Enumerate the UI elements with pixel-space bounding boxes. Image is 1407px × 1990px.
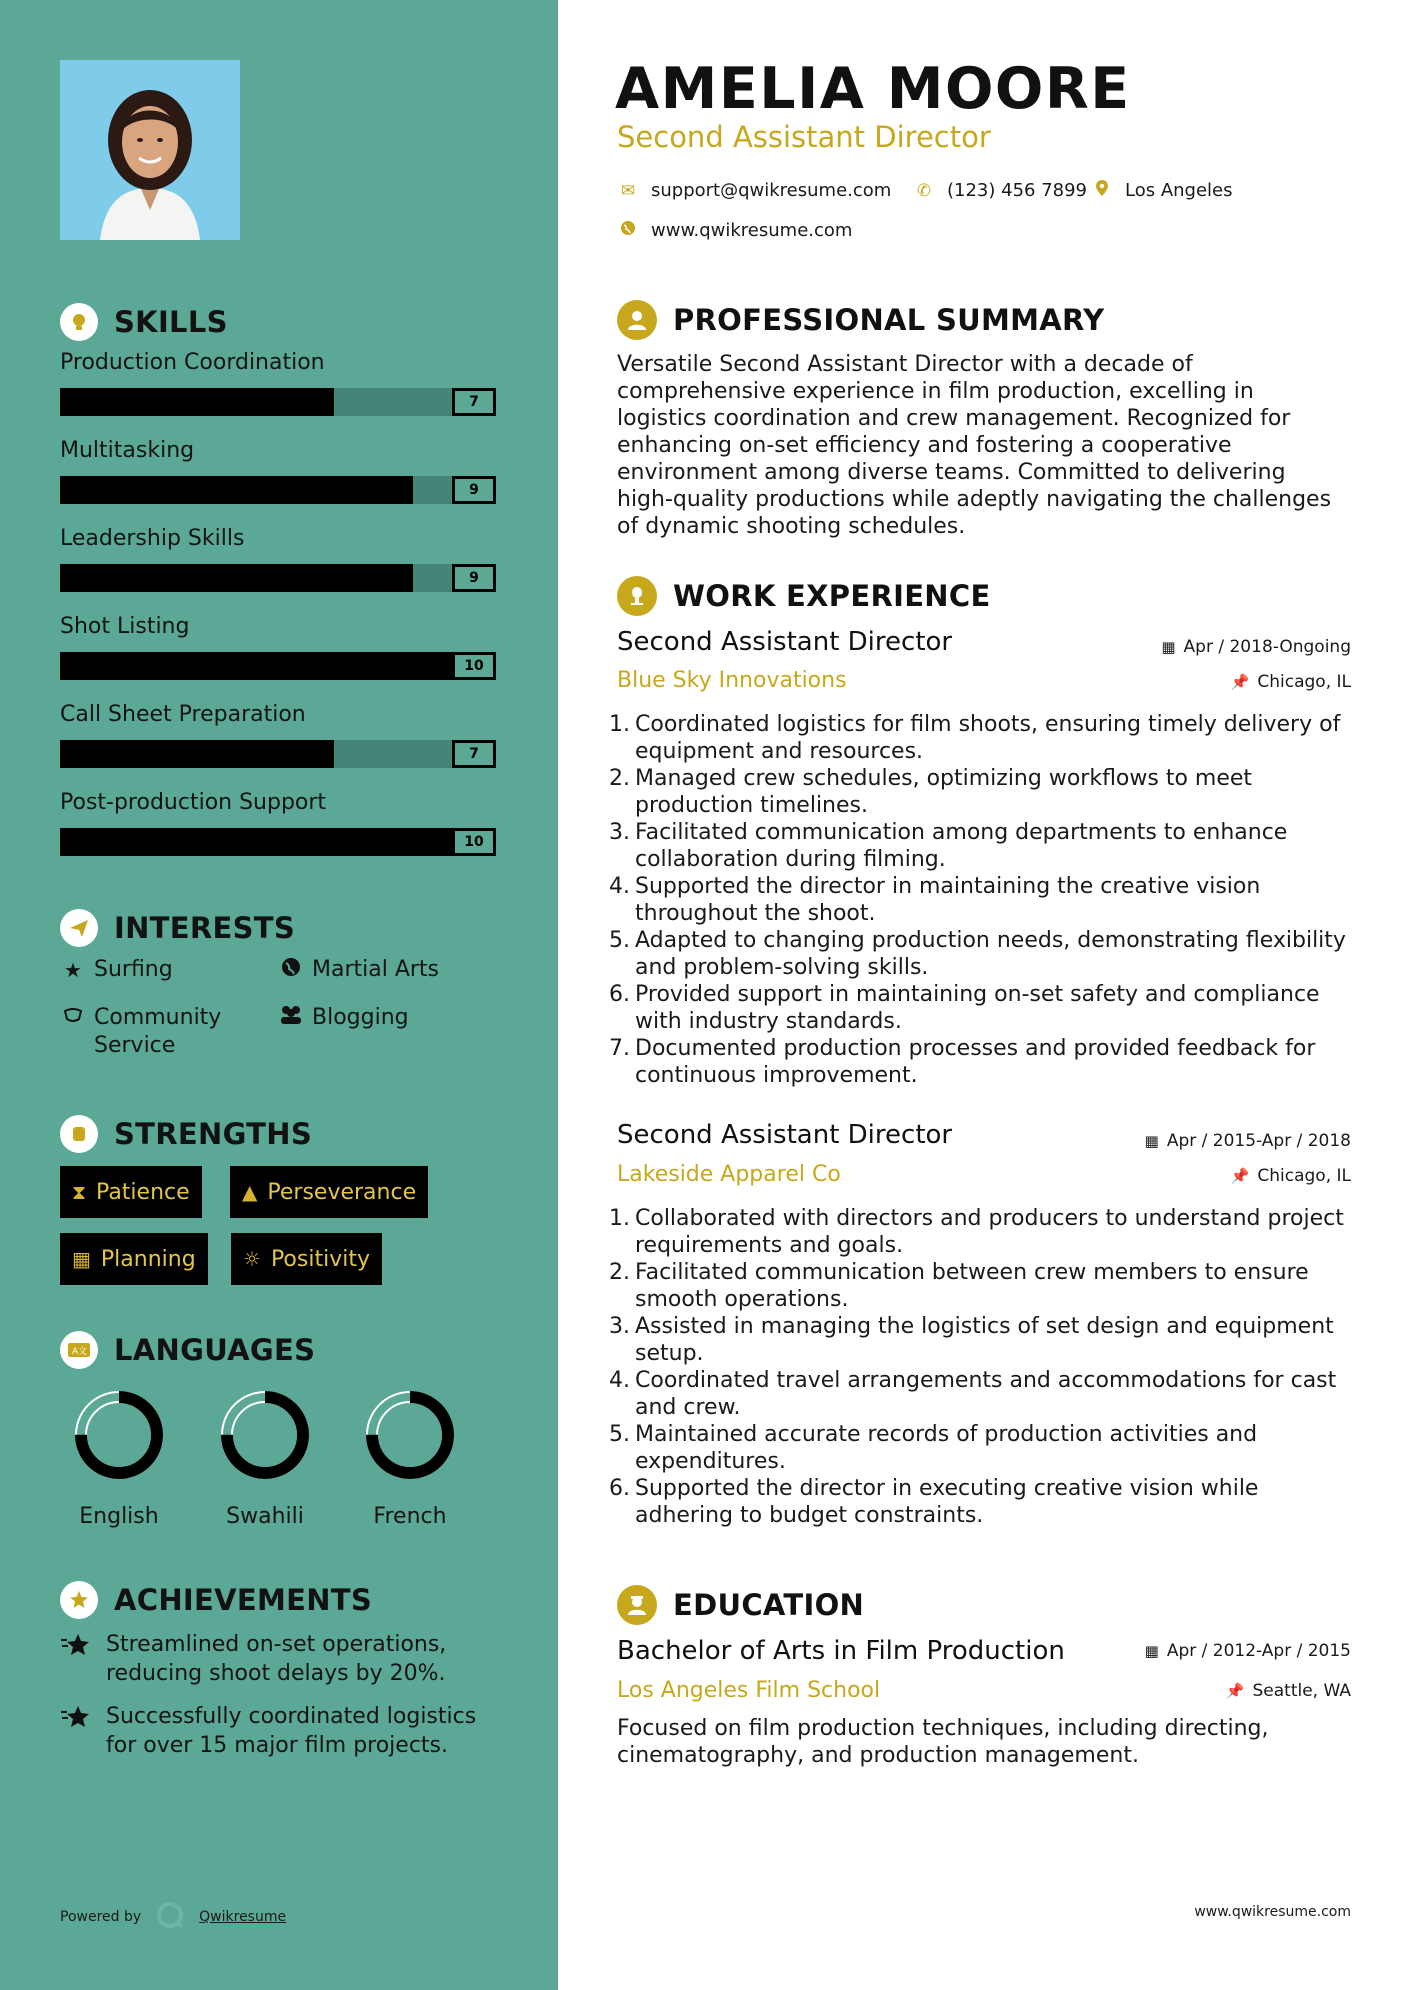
language-ring bbox=[72, 1388, 166, 1482]
skill-name: Multitasking bbox=[60, 438, 195, 463]
phone-text[interactable]: (123) 456 7899 bbox=[947, 180, 1088, 201]
graduate-icon bbox=[617, 1585, 657, 1625]
job-dates-text: Apr / 2018-Ongoing bbox=[1183, 637, 1351, 657]
skill-item bbox=[60, 436, 500, 524]
handshake-icon bbox=[60, 1004, 86, 1032]
interests-header bbox=[60, 906, 500, 950]
job-dates bbox=[1161, 637, 1351, 657]
job-bullet: Supported the director in maintaining the creative vision throughout the shoot. bbox=[635, 874, 1261, 926]
job-bullets bbox=[617, 1205, 1357, 1529]
hourglass-icon: ⧗ bbox=[72, 1180, 87, 1204]
skill-level-badge: 10 bbox=[452, 652, 496, 680]
job-bullet: Coordinated travel arrangements and accommodations for cast and crew. bbox=[635, 1368, 1337, 1420]
achievement-text: Streamlined on-set operations, reducing shoot delays by 20%. bbox=[106, 1632, 447, 1686]
education-dates bbox=[1145, 1641, 1351, 1661]
language-name: French bbox=[373, 1504, 447, 1529]
languages-title: LANGUAGES bbox=[114, 1333, 316, 1367]
language-ring bbox=[363, 1388, 457, 1482]
location-text: Los Angeles bbox=[1125, 180, 1233, 201]
trophy-star-icon bbox=[60, 1581, 98, 1619]
qwikresume-link[interactable]: Qwikresume bbox=[199, 1909, 287, 1925]
phone-icon: ✆ bbox=[916, 180, 932, 201]
language-item bbox=[355, 1388, 465, 1529]
education-dates-text: Apr / 2012-Apr / 2015 bbox=[1166, 1641, 1351, 1661]
skill-level-badge: 7 bbox=[452, 740, 496, 768]
profile-photo bbox=[60, 60, 240, 240]
degree-title: Bachelor of Arts in Film Production bbox=[617, 1636, 1065, 1666]
skill-item bbox=[60, 348, 500, 436]
sidebar bbox=[0, 0, 558, 1990]
contact-location bbox=[1091, 180, 1233, 201]
contact-website bbox=[617, 220, 852, 241]
calendar-icon: ▦ bbox=[1144, 1132, 1159, 1150]
skill-fill bbox=[60, 652, 452, 680]
interest-label: Blogging bbox=[312, 1005, 409, 1030]
skill-fill bbox=[60, 388, 334, 416]
powered-by-label: Powered by bbox=[60, 1909, 142, 1925]
company-name: Lakeside Apparel Co bbox=[617, 1162, 841, 1187]
job-location-text: Chicago, IL bbox=[1257, 1166, 1351, 1186]
skill-bar bbox=[60, 564, 496, 592]
candidate-name: AMELIA MOORE bbox=[615, 56, 1131, 122]
skill-bar bbox=[60, 740, 496, 768]
company-name: Blue Sky Innovations bbox=[617, 668, 847, 693]
strength-chip bbox=[231, 1233, 382, 1285]
main-content bbox=[558, 0, 1407, 1990]
pushpin-icon: 📌 bbox=[1225, 1682, 1245, 1700]
strength-label: Patience bbox=[96, 1179, 190, 1205]
language-name: English bbox=[79, 1504, 159, 1529]
star-burst-icon bbox=[60, 1704, 94, 1760]
translate-icon bbox=[60, 1331, 98, 1369]
education-header bbox=[617, 1585, 864, 1625]
job-bullet: Coordinated logistics for film shoots, ensuring timely delivery of equipment and resources. bbox=[635, 712, 1341, 764]
job-location bbox=[1231, 1166, 1351, 1186]
achievement-text: Successfully coordinated logistics for over 15 major film projects. bbox=[106, 1704, 477, 1758]
interest-item bbox=[60, 1004, 260, 1060]
job-bullet: Managed crew schedules, optimizing workflows to meet production timelines. bbox=[635, 766, 1253, 818]
summary-text: Versatile Second Assistant Director with a decade of comprehensive experience in film production, excelling in logistics coordination and crew management. Recognized for enhancing on-set efficiency and fostering a cooperative environment among diverse teams. Committed to delivering high-quality productions while adeptly navigating the challenges of dynamic shooting schedules. bbox=[617, 352, 1332, 539]
job-bullet: Documented production processes and provided feedback for continuous improvement. bbox=[635, 1036, 1316, 1088]
pushpin-icon: 📌 bbox=[1230, 1167, 1250, 1185]
job-bullet: Facilitated communication between crew members to ensure smooth operations. bbox=[635, 1260, 1309, 1312]
strength-chip bbox=[60, 1233, 208, 1285]
job-location bbox=[1231, 672, 1351, 692]
strengths-section bbox=[60, 1112, 500, 1292]
contact-phone bbox=[913, 180, 1087, 201]
summary-header bbox=[617, 300, 1104, 340]
skill-item bbox=[60, 612, 500, 700]
job-dates-text: Apr / 2015-Apr / 2018 bbox=[1166, 1131, 1351, 1151]
achievements-section bbox=[60, 1578, 500, 1778]
language-name: Swahili bbox=[226, 1504, 304, 1529]
strength-chip bbox=[60, 1166, 202, 1218]
interest-label: Martial Arts bbox=[312, 957, 440, 982]
job-bullet: Facilitated communication among departments to enhance collaboration during filming. bbox=[635, 820, 1288, 872]
interest-label: Community Service bbox=[94, 1005, 222, 1058]
achievements-title: ACHIEVEMENTS bbox=[114, 1583, 373, 1617]
experience-header bbox=[617, 576, 991, 616]
skill-fill bbox=[60, 828, 452, 856]
skill-item bbox=[60, 700, 500, 788]
skill-bar bbox=[60, 476, 496, 504]
job-bullet: Provided support in maintaining on-set safety and compliance with industry standards. bbox=[635, 982, 1320, 1034]
skill-level-badge: 9 bbox=[452, 476, 496, 504]
strength-label: Perseverance bbox=[267, 1179, 417, 1205]
job-bullet: Maintained accurate records of production activities and expenditures. bbox=[635, 1422, 1258, 1474]
job-title: Second Assistant Director bbox=[617, 1120, 953, 1150]
footer-powered-by bbox=[60, 1900, 286, 1934]
job-bullet: Collaborated with directors and producers to understand project requirements and goals. bbox=[635, 1206, 1344, 1258]
strengths-header bbox=[60, 1112, 500, 1156]
school-name: Los Angeles Film School bbox=[617, 1678, 881, 1703]
strength-label: Positivity bbox=[270, 1246, 370, 1272]
education-location bbox=[1226, 1681, 1351, 1701]
skill-fill bbox=[60, 476, 413, 504]
star-icon: ★ bbox=[64, 958, 82, 982]
education-title: EDUCATION bbox=[673, 1588, 865, 1622]
contact-email bbox=[617, 180, 891, 201]
job-bullet: Supported the director in executing creative vision while adhering to budget constraints. bbox=[635, 1476, 1259, 1528]
interest-item bbox=[278, 956, 439, 984]
svg-text:A文: A文 bbox=[72, 1347, 88, 1357]
interests-title: INTERESTS bbox=[114, 911, 296, 945]
skill-item bbox=[60, 524, 500, 612]
skill-item bbox=[60, 788, 500, 876]
skill-level-badge: 7 bbox=[452, 388, 496, 416]
candidate-role: Second Assistant Director bbox=[617, 120, 991, 154]
sun-icon: ☼ bbox=[243, 1247, 261, 1271]
languages-section bbox=[60, 1328, 500, 1548]
email-text[interactable]: support@qwikresume.com bbox=[651, 180, 892, 201]
calendar-icon: ▦ bbox=[1144, 1642, 1159, 1660]
skill-level-badge: 9 bbox=[452, 564, 496, 592]
envelope-icon: ✉ bbox=[620, 180, 636, 201]
languages-header bbox=[60, 1328, 500, 1372]
job-location-text: Chicago, IL bbox=[1257, 672, 1351, 692]
lightbulb-icon bbox=[60, 303, 98, 341]
skill-fill bbox=[60, 564, 413, 592]
skill-name: Call Sheet Preparation bbox=[60, 702, 306, 727]
globe-icon bbox=[278, 956, 304, 984]
skill-name: Post-production Support bbox=[60, 790, 327, 815]
fist-icon bbox=[60, 1115, 98, 1153]
education-description: Focused on film production techniques, including directing, cinematography, and production management. bbox=[617, 1716, 1269, 1768]
road-icon: ▲ bbox=[242, 1180, 258, 1204]
job-dates bbox=[1145, 1131, 1351, 1151]
skill-fill bbox=[60, 740, 334, 768]
job-bullet: Adapted to changing production needs, demonstrating flexibility and problem-solving skills. bbox=[635, 928, 1346, 980]
interest-item bbox=[60, 956, 173, 984]
education-location-text: Seattle, WA bbox=[1252, 1681, 1351, 1701]
interest-item bbox=[278, 1004, 409, 1032]
skills-title: SKILLS bbox=[114, 305, 228, 339]
language-ring bbox=[218, 1388, 312, 1482]
star-burst-icon bbox=[60, 1632, 94, 1688]
user-icon bbox=[617, 300, 657, 340]
skill-name: Production Coordination bbox=[60, 350, 325, 375]
job-bullets bbox=[617, 711, 1357, 1089]
skill-bar bbox=[60, 388, 496, 416]
skill-level-badge: 10 bbox=[452, 828, 496, 856]
calendar-icon: ▦ bbox=[1161, 638, 1176, 656]
users-icon bbox=[278, 1004, 304, 1032]
strength-label: Planning bbox=[100, 1246, 196, 1272]
footer-website[interactable]: www.qwikresume.com bbox=[1194, 1904, 1351, 1920]
interest-label: Surfing bbox=[94, 957, 173, 982]
achievement-item bbox=[60, 1702, 500, 1760]
summary-title: PROFESSIONAL SUMMARY bbox=[673, 303, 1105, 337]
pushpin-icon: 📌 bbox=[1230, 673, 1250, 691]
job-bullet: Assisted in managing the logistics of set design and equipment setup. bbox=[635, 1314, 1334, 1366]
website-text[interactable]: www.qwikresume.com bbox=[651, 220, 853, 241]
language-item bbox=[64, 1388, 174, 1529]
job-title: Second Assistant Director bbox=[617, 627, 953, 657]
skill-bar bbox=[60, 828, 496, 856]
qwikresume-logo-icon bbox=[155, 1900, 185, 1934]
strength-chip bbox=[230, 1166, 428, 1218]
interests-section bbox=[60, 906, 500, 1076]
globe-icon bbox=[617, 220, 639, 241]
strengths-title: STRENGTHS bbox=[114, 1117, 313, 1151]
skill-name: Shot Listing bbox=[60, 614, 190, 639]
achievements-header bbox=[60, 1578, 500, 1622]
skill-bar bbox=[60, 652, 496, 680]
map-pin-icon bbox=[1091, 180, 1113, 201]
experience-title: WORK EXPERIENCE bbox=[673, 579, 991, 613]
paper-plane-icon bbox=[60, 909, 98, 947]
briefcase-icon bbox=[617, 576, 657, 616]
achievement-item bbox=[60, 1630, 500, 1688]
language-item bbox=[210, 1388, 320, 1529]
skill-name: Leadership Skills bbox=[60, 526, 245, 551]
calendar-icon: ▦ bbox=[72, 1247, 91, 1271]
skills-section bbox=[60, 300, 500, 876]
skills-header bbox=[60, 300, 500, 344]
